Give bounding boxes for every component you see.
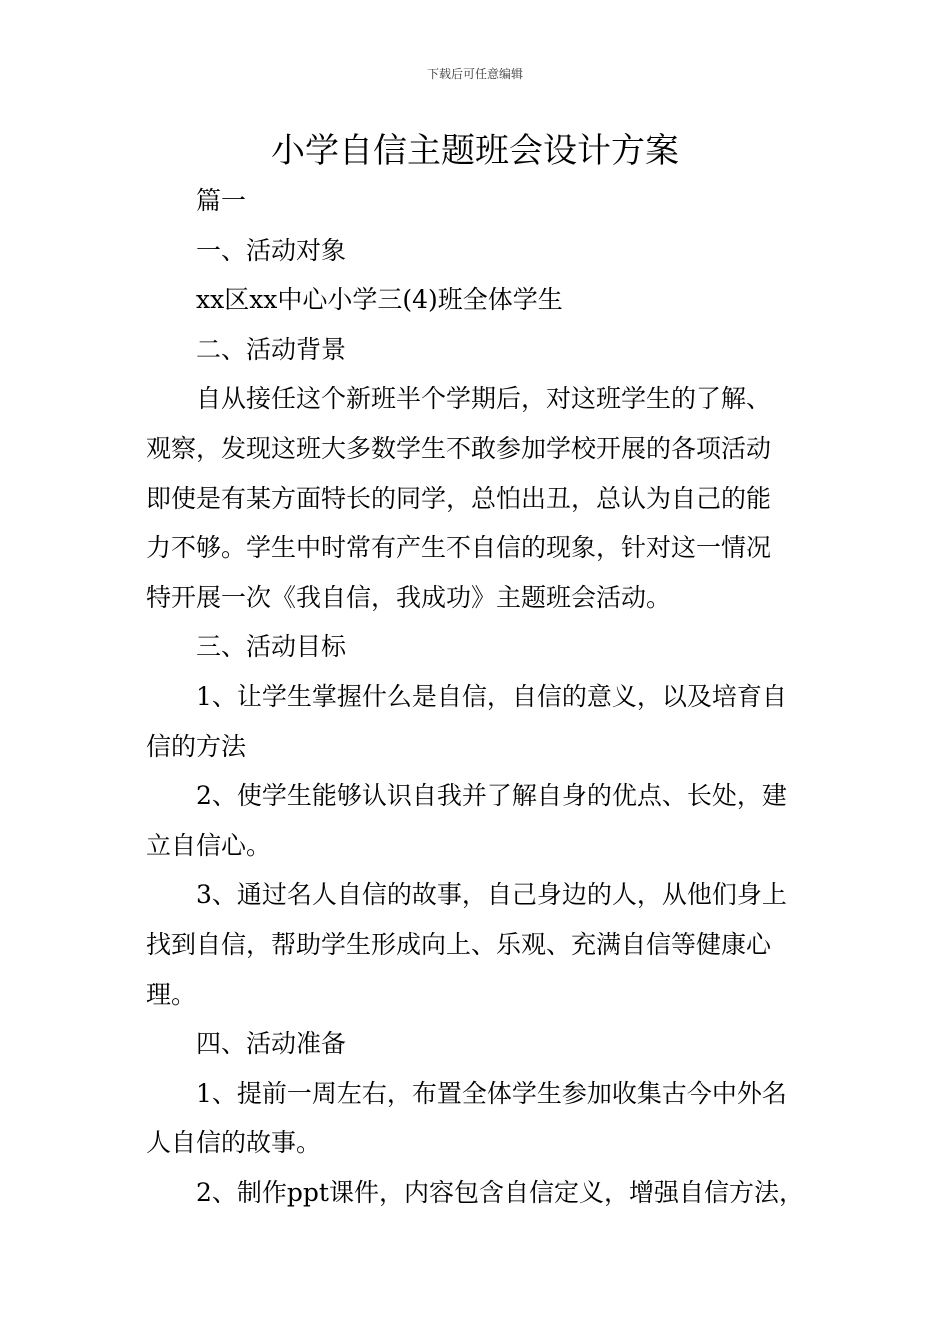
paragraph-target-class xyxy=(146,275,806,325)
text-line: 即使是有某方面特长的同学，总怕出丑，总认为自己的能 xyxy=(146,483,772,513)
text-line: 自从接任这个新班半个学期后，对这班学生的了解、 xyxy=(196,384,772,414)
paragraph-goal-2 xyxy=(146,771,806,870)
text-line: 观察，发现这班大多数学生不敢参加学校开展的各项活动 xyxy=(146,433,772,463)
heading-activity-background xyxy=(146,325,806,375)
document-body xyxy=(146,176,806,1217)
text-line: 3、通过名人自信的故事，自己身边的人，从他们身上 xyxy=(196,880,787,910)
text-line: 力不够。学生中时常有产生不自信的现象，针对这一情况 xyxy=(146,533,772,563)
heading-activity-goals xyxy=(146,622,806,672)
text-line: 四、活动准备 xyxy=(196,1029,347,1059)
text-line: 特开展一次《我自信，我成功》主题班会活动。 xyxy=(146,582,672,612)
text-line: 篇一 xyxy=(196,186,247,215)
text-line: 一、活动对象 xyxy=(196,235,347,265)
heading-activity-preparation xyxy=(146,1019,806,1069)
text-line: 人自信的故事。 xyxy=(146,1128,322,1158)
text-line: xx区xx中心小学三(4)班全体学生 xyxy=(196,285,563,315)
text-line: 找到自信，帮助学生形成向上、乐观、充满自信等健康心 xyxy=(146,929,772,959)
paragraph-background xyxy=(146,374,806,622)
page-header-note: 下载后可任意编辑 xyxy=(426,67,523,81)
text-line: 1、让学生掌握什么是自信，自信的意义，以及培育自 xyxy=(196,681,787,711)
text-line: 二、活动背景 xyxy=(196,334,347,364)
paragraph-section-label xyxy=(146,176,806,226)
paragraph-prep-1 xyxy=(146,1069,806,1168)
text-line: 2、制作ppt课件，内容包含自信定义，增强自信方法， xyxy=(196,1177,804,1207)
paragraph-prep-2 xyxy=(146,1168,806,1218)
text-line: 1、提前一周左右，布置全体学生参加收集古今中外名 xyxy=(196,1078,787,1108)
text-line: 2、使学生能够认识自我并了解自身的优点、长处，建 xyxy=(196,781,787,811)
page-title: 小学自信主题班会设计方案 xyxy=(271,131,679,171)
text-line: 信的方法 xyxy=(146,731,247,761)
heading-activity-target xyxy=(146,226,806,276)
text-line: 理。 xyxy=(146,979,197,1009)
paragraph-goal-1 xyxy=(146,672,806,771)
text-line: 三、活动目标 xyxy=(196,632,347,662)
paragraph-goal-3 xyxy=(146,870,806,1019)
text-line: 立自信心。 xyxy=(146,830,272,860)
